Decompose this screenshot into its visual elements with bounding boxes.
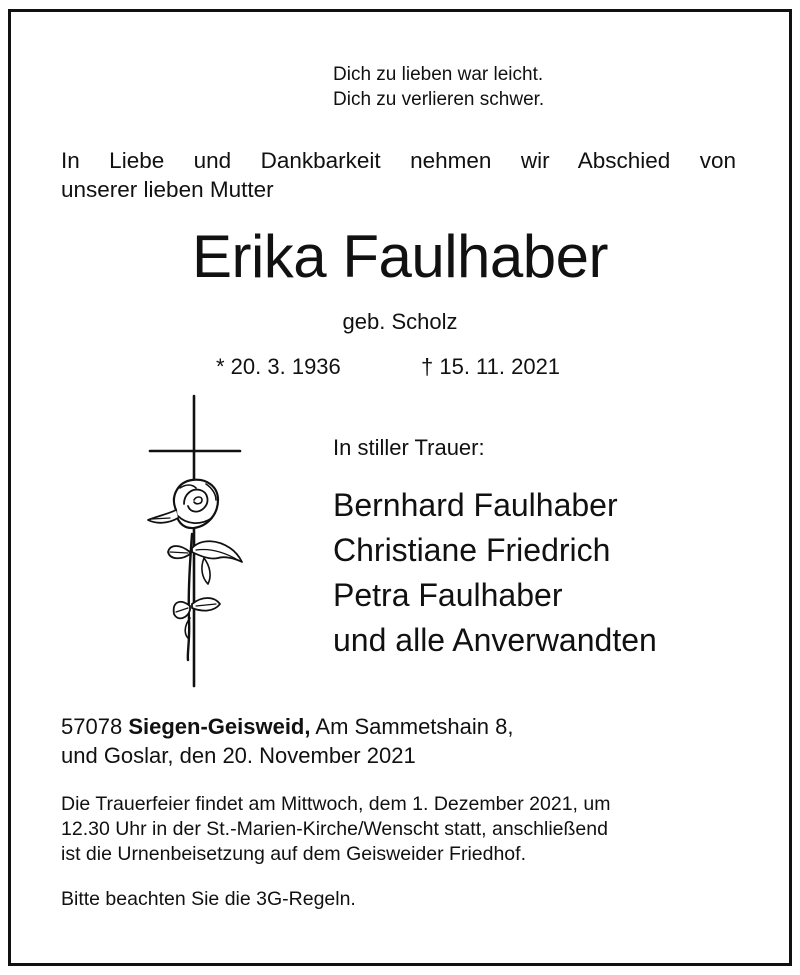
ceremony-line: ist die Urnenbeisetzung auf dem Geisweider Friedhof. (61, 843, 526, 865)
address-line: und Goslar, den 20. November 2021 (61, 743, 416, 768)
poem (333, 62, 544, 112)
birth-name: geb. Scholz (342, 309, 458, 334)
poem-line: Dich zu verlieren schwer. (333, 89, 545, 110)
mourner-name: Bernhard Faulhaber (333, 487, 618, 523)
intro-line: unserer lieben Mutter (61, 177, 274, 202)
intro-line: In Liebe und Dankbarkeit nehmen wir Abschied von (61, 148, 736, 173)
mourner-name: und alle Anverwandten (333, 622, 657, 658)
mourner-name: Petra Faulhaber (333, 577, 563, 613)
life-dates (216, 352, 560, 382)
deceased-name: Erika Faulhaber (191, 223, 609, 290)
ceremony-line: 12.30 Uhr in der St.-Marien-Kirche/Wenscht statt, anschließend (61, 818, 608, 840)
birth-date: * 20. 3. 1936 (216, 354, 341, 379)
mourner-list (333, 483, 657, 663)
ceremony-line: Die Trauerfeier findet am Mittwoch, dem 1. Dezember 2021, um (61, 793, 611, 815)
city: Siegen-Geisweid, (128, 714, 311, 739)
ceremony-info (61, 792, 611, 867)
mourning-heading: In stiller Trauer: (333, 435, 485, 460)
street: Am Sammetshain 8, (315, 714, 514, 739)
intro-text (61, 146, 736, 204)
death-date: † 15. 11. 2021 (421, 354, 561, 379)
cross-with-rose-icon (140, 392, 250, 690)
address-block (61, 712, 513, 770)
address-line (61, 712, 513, 741)
postcode: 57078 (61, 714, 123, 739)
covid-note: Bitte beachten Sie die 3G-Regeln. (61, 888, 356, 910)
poem-line: Dich zu lieben war leicht. (333, 64, 544, 85)
mourner-name: Christiane Friedrich (333, 532, 611, 568)
